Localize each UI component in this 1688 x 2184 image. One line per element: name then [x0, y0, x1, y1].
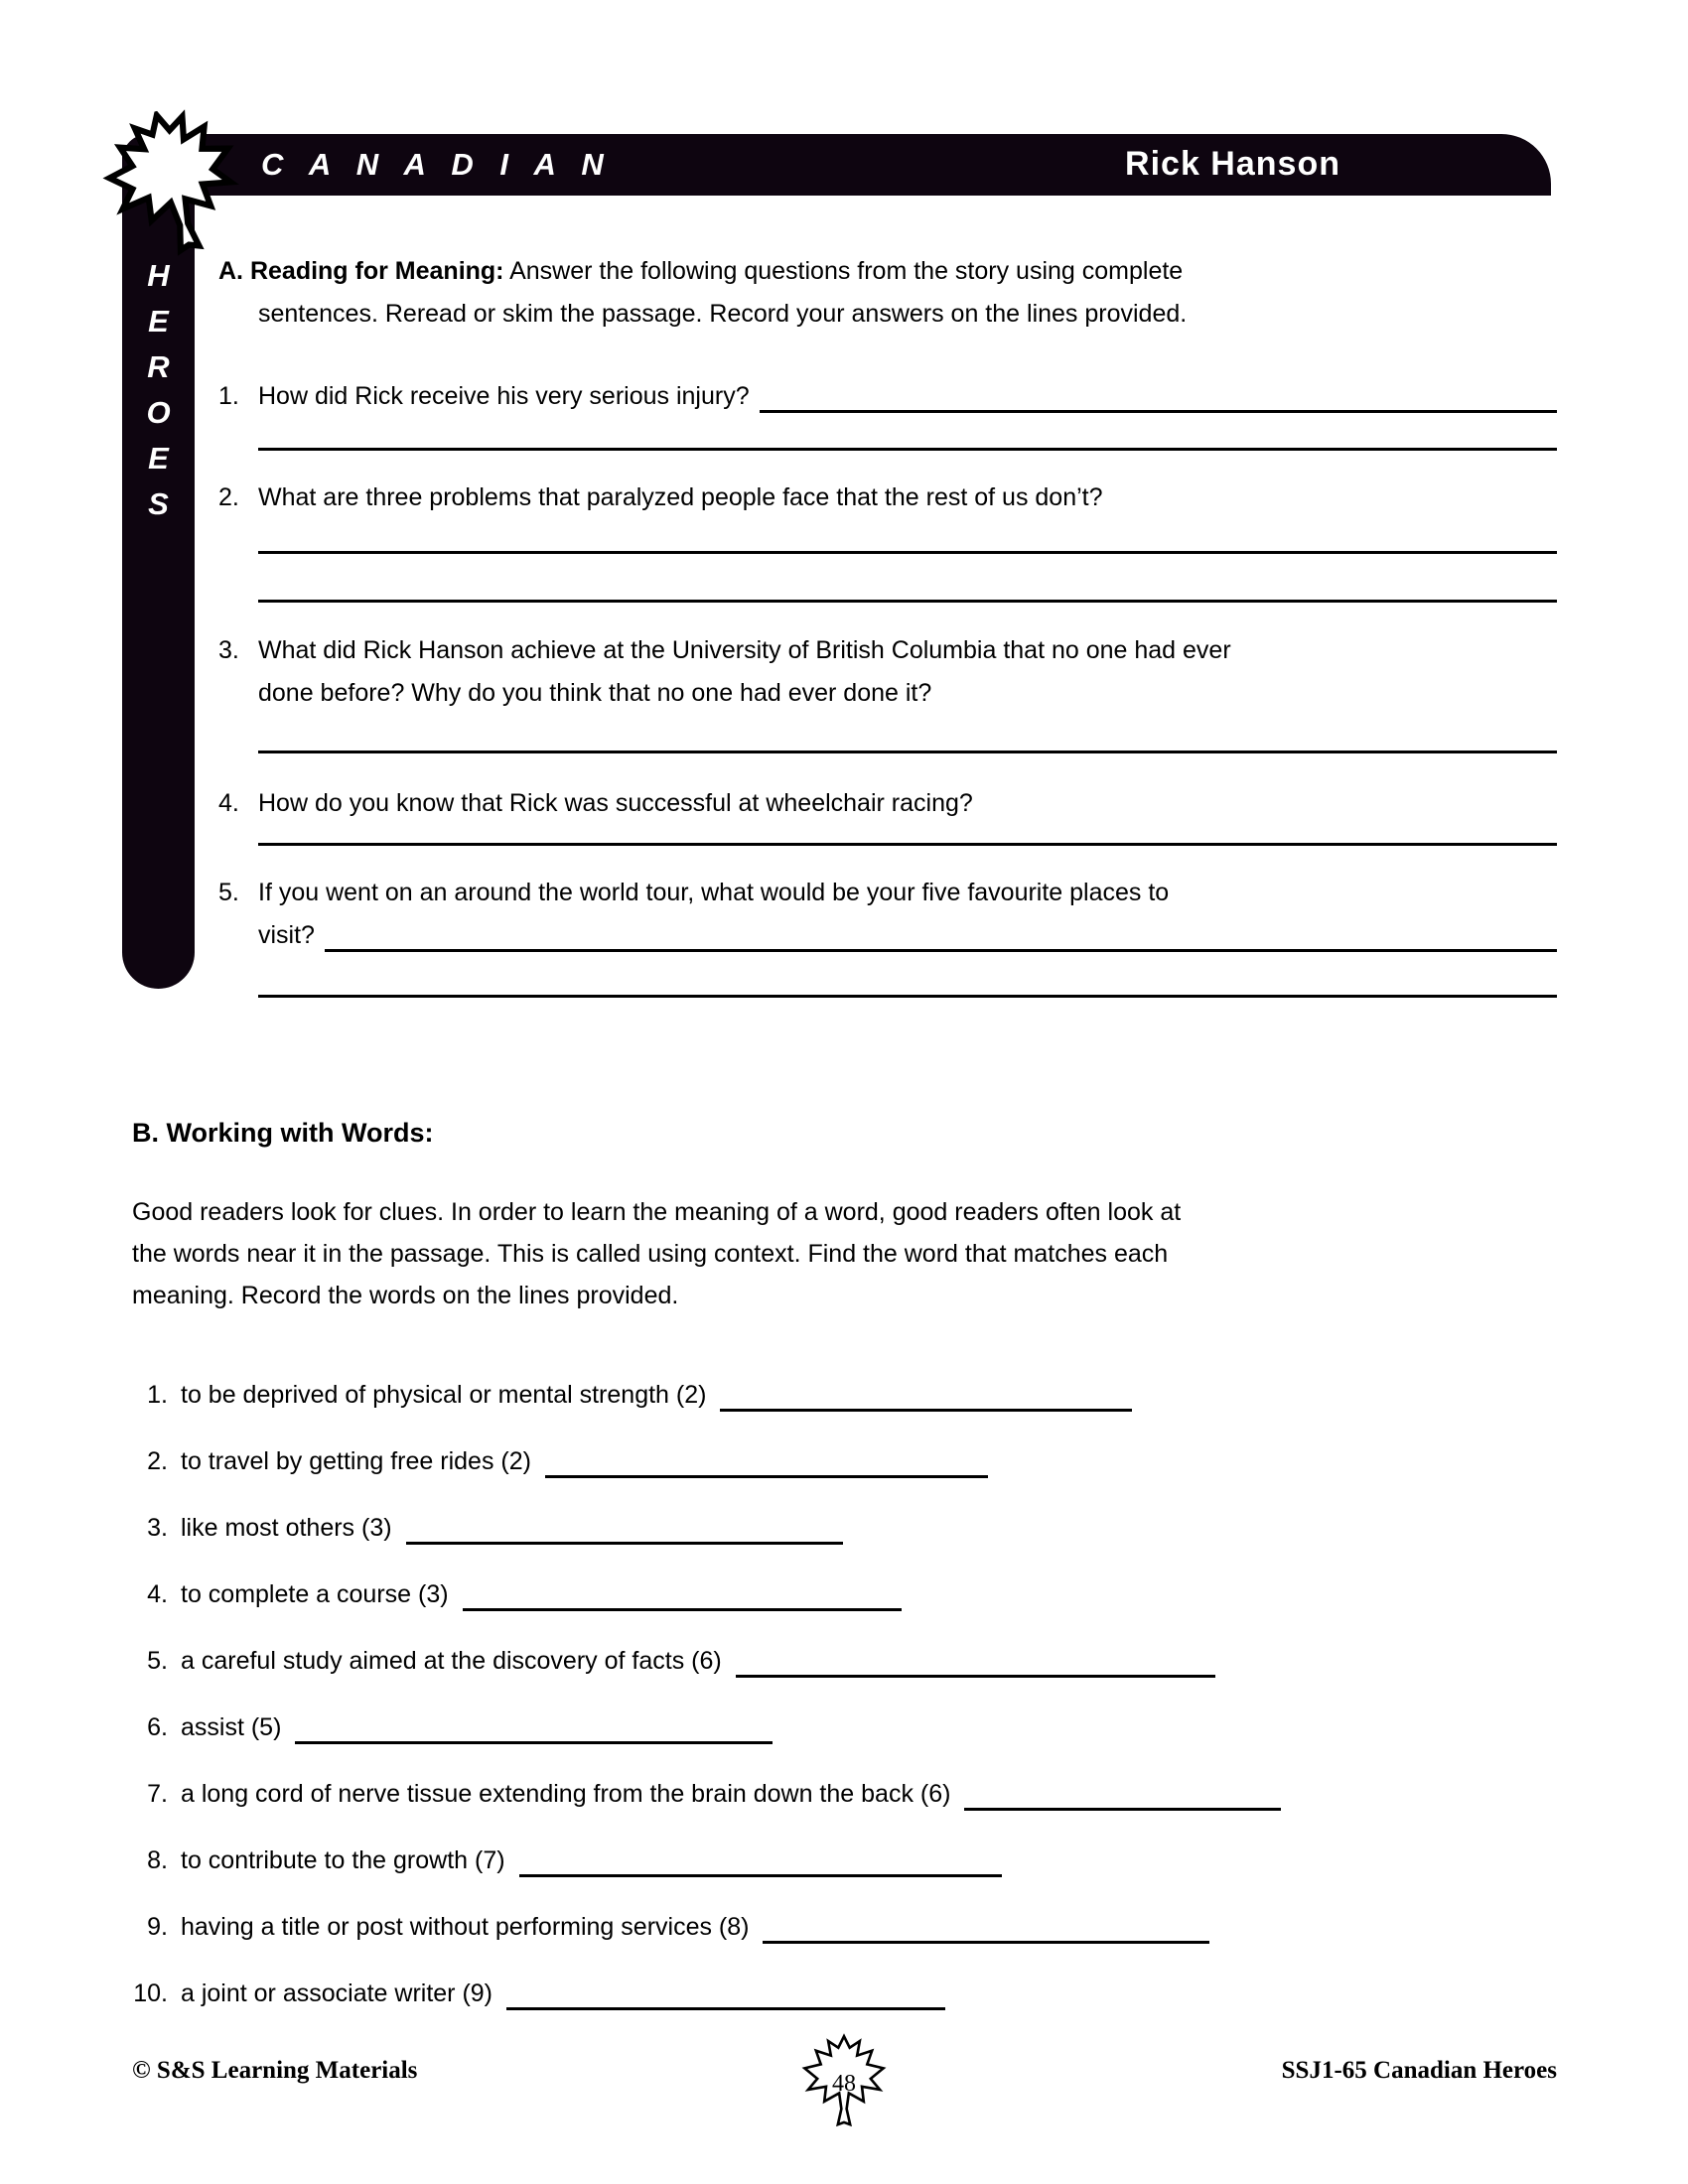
question-text: How do you know that Rick was successful at wheelchair racing?	[258, 789, 973, 817]
answer-blank	[964, 1808, 1281, 1811]
item-text: a careful study aimed at the discovery of facts (6)	[181, 1647, 722, 1675]
item-text: a joint or associate writer (9)	[181, 1979, 493, 2007]
item-number: 5.	[147, 1647, 168, 1675]
section-reading-for-meaning	[218, 250, 1557, 998]
question-text: done before? Why do you think that no one had ever done it?	[258, 679, 932, 707]
item-number: 6.	[147, 1713, 168, 1741]
answer-blank	[763, 1941, 1209, 1944]
answer-line	[258, 751, 1557, 753]
heroes-letters	[122, 260, 195, 519]
question-number: 2.	[218, 483, 239, 511]
answer-blank	[736, 1675, 1215, 1678]
item-text: like most others (3)	[181, 1514, 392, 1542]
page-title: Rick Hanson	[1125, 145, 1340, 183]
item-number: 10.	[133, 1979, 168, 2007]
answer-blank	[720, 1409, 1132, 1412]
word-item	[132, 1840, 1557, 1882]
word-item	[132, 1973, 1557, 2015]
question-number: 4.	[218, 789, 239, 817]
question-text: What did Rick Hanson achieve at the University of British Columbia that no one had ever	[258, 636, 1231, 664]
question-5-continuation	[218, 914, 1557, 957]
item-text: to travel by getting free rides (2)	[181, 1447, 531, 1475]
answer-line	[760, 375, 1557, 413]
intro-line-2: the words near it in the passage. This is called using context. Find the word that matches each	[132, 1240, 1169, 1268]
item-text: having a title or post without performing services (8)	[181, 1913, 750, 1941]
sidebar-letter: O	[146, 395, 171, 430]
answer-line	[258, 551, 1557, 554]
footer-code: SSJ1-65 Canadian Heroes	[1281, 2057, 1557, 2084]
question-1	[218, 375, 1557, 451]
answer-blank	[519, 1874, 1002, 1877]
intro-line-3: meaning. Record the words on the lines provided.	[132, 1282, 679, 1309]
page-number-leaf	[800, 2031, 888, 2132]
item-number: 3.	[147, 1514, 168, 1542]
maple-leaf-icon	[87, 94, 260, 273]
item-text: a long cord of nerve tissue extending from the brain down the back (6)	[181, 1780, 951, 1808]
series-title: C A N A D I A N	[261, 147, 613, 182]
question-3	[218, 629, 1557, 753]
question-number: 1.	[218, 382, 239, 410]
answer-blank	[545, 1475, 988, 1478]
question-5	[218, 872, 1557, 998]
item-text: to contribute to the growth (7)	[181, 1846, 505, 1874]
answer-line	[258, 600, 1557, 603]
word-item	[132, 1906, 1557, 1949]
instructions-line-2: sentences. Reread or skim the passage. Record your answers on the lines provided.	[258, 300, 1188, 328]
section-b-intro	[132, 1191, 1557, 1316]
sidebar-letter: E	[148, 441, 169, 476]
item-text: assist (5)	[181, 1713, 282, 1741]
answer-line	[258, 448, 1557, 451]
item-number: 2.	[147, 1447, 168, 1475]
item-text: to be deprived of physical or mental strength (2)	[181, 1381, 707, 1409]
item-number: 1.	[147, 1381, 168, 1409]
question-text: What are three problems that paralyzed people face that the rest of us don’t?	[258, 483, 1103, 511]
question-2	[218, 477, 1557, 603]
word-item	[132, 1440, 1557, 1483]
word-item	[132, 1773, 1557, 1816]
question-1-row	[218, 375, 1557, 418]
sidebar-letter: E	[148, 304, 169, 339]
section-a-label: A.	[218, 257, 243, 285]
section-working-with-words	[132, 1112, 1557, 2039]
sidebar-letter: R	[147, 349, 170, 384]
instructions-line-1: Answer the following questions from the story using complete	[509, 257, 1184, 285]
question-5-row	[218, 872, 1557, 914]
intro-line-1: Good readers look for clues. In order to learn the meaning of a word, good readers often look at	[132, 1198, 1182, 1226]
page-number: 48	[832, 2071, 856, 2097]
footer-copyright: © S&S Learning Materials	[132, 2057, 418, 2084]
question-4-row	[218, 782, 1557, 825]
answer-blank	[506, 2007, 945, 2010]
question-number: 3.	[218, 636, 239, 664]
answer-line	[258, 995, 1557, 998]
word-item	[132, 1706, 1557, 1749]
sidebar-letter: S	[148, 486, 169, 521]
word-list	[132, 1374, 1557, 2015]
answer-blank	[463, 1608, 902, 1611]
question-2-row	[218, 477, 1557, 519]
word-item	[132, 1507, 1557, 1550]
section-a-heading: Reading for Meaning:	[249, 257, 504, 285]
heroes-sidebar	[122, 149, 195, 989]
question-text: If you went on an around the world tour, what would be your five favourite places to	[258, 879, 1170, 906]
section-b-heading: B. Working with Words:	[132, 1118, 434, 1148]
item-number: 8.	[147, 1846, 168, 1874]
item-number: 4.	[147, 1580, 168, 1608]
answer-line	[258, 843, 1557, 846]
header-banner	[122, 134, 1551, 196]
item-number: 7.	[147, 1780, 168, 1808]
answer-line	[325, 914, 1557, 952]
question-4	[218, 782, 1557, 846]
question-text: visit?	[258, 921, 315, 949]
answer-blank	[406, 1542, 843, 1545]
question-3-continuation	[218, 672, 1557, 715]
item-number: 9.	[147, 1913, 168, 1941]
answer-blank	[295, 1741, 773, 1744]
question-3-row	[218, 629, 1557, 672]
word-item	[132, 1640, 1557, 1683]
sidebar-letter: H	[147, 258, 170, 293]
item-text: to complete a course (3)	[181, 1580, 449, 1608]
word-item	[132, 1573, 1557, 1616]
section-a-instructions	[218, 250, 1557, 336]
question-number: 5.	[218, 879, 239, 906]
word-item	[132, 1374, 1557, 1417]
question-text: How did Rick receive his very serious injury?	[258, 382, 750, 410]
